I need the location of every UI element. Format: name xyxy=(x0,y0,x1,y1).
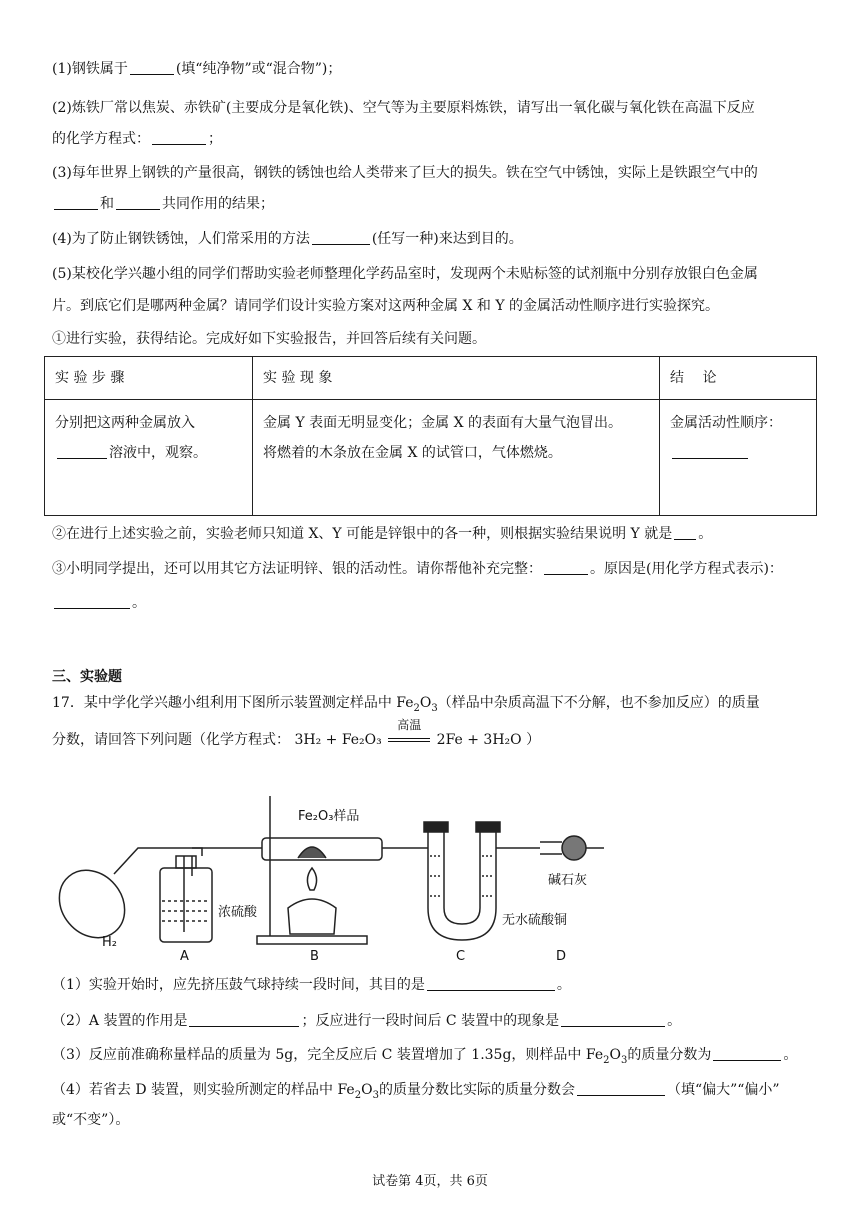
q16-part3-line2: 和 共同作用的结果； xyxy=(52,194,820,214)
answer-blank[interactable] xyxy=(189,1012,299,1027)
answer-blank[interactable] xyxy=(427,976,555,991)
answer-blank[interactable] xyxy=(674,525,696,540)
label-sample: Fe₂O₃样品 xyxy=(298,809,360,824)
label-h2: H₂ xyxy=(102,935,117,950)
q17-sub4-line2: 或“不变”）。 xyxy=(52,1112,130,1128)
q16-part5-line3: ①进行实验，获得结论。完成好如下实验报告，并回答后续有关问题。 xyxy=(52,331,486,347)
apparatus-figure xyxy=(52,786,612,964)
q17-sub2: （2）A 装置的作用是 ；反应进行一段时间后 C 装置中的现象是 。 xyxy=(52,1013,682,1029)
q16-part5-line1: (5)某校化学兴趣小组的同学们帮助实验老师整理化学药品室时，发现两个未贴标签的试剂瓶中分别存放银白色金属 xyxy=(52,266,758,282)
q17-sub1: （1）实验开始时，应先挤压鼓气球持续一段时间，其目的是 。 xyxy=(52,977,571,993)
cell-phenomena: 金属 Y 表面无明显变化；金属 X 的表面有大量气泡冒出。 将燃着的木条放在金属 X 的试管口，气体燃烧。 xyxy=(253,400,660,516)
answer-blank[interactable] xyxy=(561,1012,665,1027)
label-soda-lime: 碱石灰 xyxy=(548,873,588,888)
page-footer: 试卷第 4页，共 6页 xyxy=(372,1174,488,1189)
table-row xyxy=(45,400,817,516)
label-cuso4: 无水硫酸铜 xyxy=(502,913,568,928)
section-title: 三、实验题 xyxy=(52,669,122,685)
answer-blank[interactable] xyxy=(130,60,174,75)
hydrogen-bulb xyxy=(52,857,138,951)
label-acid: 浓硫酸 xyxy=(218,905,258,920)
header-steps: 实 验 步 骤 xyxy=(45,357,253,400)
answer-blank[interactable] xyxy=(672,444,748,459)
answer-blank[interactable] xyxy=(116,195,160,210)
q16-part6: ②在进行上述实验之前，实验老师只知道 X、Y 可能是锌银中的各一种，则根据实验结果说明 Y 就是 。 xyxy=(52,526,713,542)
q17-sub3: （3）反应前准确称量样品的质量为 5g，完全反应后 C 装置增加了 1.35g，则样品中 $Fe_2O_3$的质量分数为 。 xyxy=(52,1047,798,1066)
equals-bar xyxy=(388,738,430,742)
equation-left: 3H₂ + Fe₂O₃ xyxy=(294,732,382,748)
reaction-condition: 高温 xyxy=(386,730,432,750)
answer-blank[interactable] xyxy=(57,444,107,459)
q16-part2-line2: 的化学方程式： ； xyxy=(52,131,222,147)
q16-part3-line1: (3)每年世界上钢铁的产量很高，钢铁的锈蚀也给人类带来了巨大的损失。铁在空气中锈蚀，实际上是铁跟空气中的 xyxy=(52,165,758,181)
cell-conclusion: 金属活动性顺序： xyxy=(660,400,817,516)
answer-blank[interactable] xyxy=(312,230,370,245)
equation-right: 2Fe + 3H₂O xyxy=(436,732,522,748)
device-label-d: D xyxy=(556,949,567,964)
q16-part4: (4)为了防止钢铁锈蚀，人们常采用的方法 (任写一种)来达到目的。 xyxy=(52,231,523,247)
q16-part8: 。 xyxy=(52,593,820,613)
answer-blank[interactable] xyxy=(152,130,206,145)
drying-tube-d xyxy=(540,842,562,854)
answer-blank[interactable] xyxy=(713,1046,781,1061)
device-label-c: C xyxy=(456,949,466,964)
q16-part5-line2: 片。到底它们是哪两种金属？请同学们设计实验方案对这两种金属 X 和 Y 的金属活动性顺序进行实验探究。 xyxy=(52,298,720,314)
q17-sub4: （4）若省去 D 装置，则实验所测定的样品中 $Fe_2O_3$的质量分数比实际的质量分数会 （填“偏大”“偏小” xyxy=(52,1082,780,1101)
q16-part1: (1)钢铁属于 (填“纯净物”或“混合物”)； xyxy=(52,61,342,77)
answer-blank[interactable] xyxy=(54,594,130,609)
q17-intro-line1: 17．某中学化学兴趣小组利用下图所示装置测定样品中 $Fe_2O_3$（样品中杂质高温下不分解，也不参加反应）的质量 xyxy=(52,695,760,714)
experiment-report-table xyxy=(44,356,817,516)
q17-intro-line2: 分数，请回答下列问题（化学方程式： 3H₂ + Fe₂O₃ 高温 2Fe + 3H₂O ） xyxy=(52,718,541,748)
device-label-a: A xyxy=(180,949,189,964)
device-label-b: B xyxy=(310,949,319,964)
header-conclusion: 结 论 xyxy=(660,357,817,400)
cell-steps: 分别把这两种金属放入 溶液中，观察。 xyxy=(45,400,253,516)
q16-part2-line1: (2)炼铁厂常以焦炭、赤铁矿(主要成分是氧化铁)、空气等为主要原料炼铁，请写出一氧化碳与氧化铁在高温下反应 xyxy=(52,100,755,116)
answer-blank[interactable] xyxy=(54,195,98,210)
header-phenomena: 实 验 现 象 xyxy=(253,357,660,400)
answer-blank[interactable] xyxy=(577,1081,665,1096)
bottle-a xyxy=(160,868,212,942)
alcohol-lamp xyxy=(288,899,336,934)
answer-blank[interactable] xyxy=(544,560,588,575)
q16-part7: ③小明同学提出，还可以用其它方法证明锌、银的活动性。请你帮他补充完整： 。原因是(用化学方程式表示)： xyxy=(52,561,783,577)
table-header-row xyxy=(45,357,817,400)
